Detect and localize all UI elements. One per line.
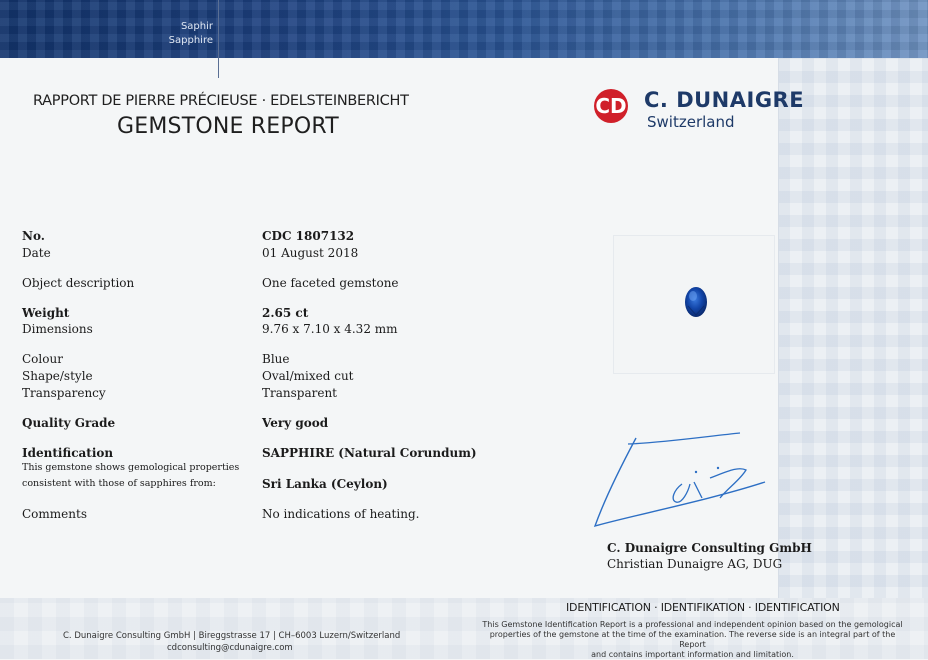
report-subtitle: RAPPORT DE PIERRE PRÉCIEUSE · EDELSTEINBERICHT [33,93,409,109]
top-banner [0,0,928,58]
object-label: Object description [22,276,135,290]
banner-line-2: Sapphire [168,35,213,46]
comments-label: Comments [22,507,87,521]
sapphire-gem-icon [614,236,774,373]
banner-line-1: Saphir [180,21,213,32]
weight-label: Weight [22,306,70,320]
date-label: Date [22,246,51,260]
dimensions-value: 9.76 x 7.10 x 4.32 mm [262,322,398,336]
banner-label [169,20,213,48]
origin-value: Sri Lanka (Ceylon) [262,477,388,491]
identification-heading: IDENTIFICATION · IDENTIFIKATION · IDENTIFICATION [566,601,840,614]
report-title: GEMSTONE REPORT [117,114,339,139]
shape-value: Oval/mixed cut [262,369,354,383]
svg-text:CD: CD [595,94,627,118]
number-value: CDC 1807132 [262,229,355,243]
company-name: C. Dunaigre Consulting GmbH [607,541,812,555]
date-value: 01 August 2018 [262,246,359,260]
identification-value: SAPPHIRE (Natural Corundum) [262,446,477,460]
colour-value: Blue [262,352,290,366]
transparency-label: Transparency [22,386,106,400]
footer-email: cdconsulting@cdunaigre.com [167,643,293,653]
right-pattern [778,58,928,659]
disclaimer-line-2: properties of the gemstone at the time of the examination. The reverse side is an integral part of the Report [489,630,896,649]
disclaimer [480,620,905,660]
footer-address: C. Dunaigre Consulting GmbH | Bireggstrasse 17 | CH–6003 Luzern/Switzerland [63,631,401,641]
logo-name: C. DUNAIGRE [644,88,805,112]
origin-note-line-2: consistent with those of sapphires from: [22,478,216,489]
disclaimer-line-1: This Gemstone Identification Report is a professional and independent opinion based on the gemological [482,620,903,629]
cd-logo-icon [593,88,631,124]
shape-label: Shape/style [22,369,93,383]
origin-note-line-1: This gemstone shows gemological properties [22,462,240,473]
banner-divider [218,0,219,78]
identification-label: Identification [22,446,114,460]
transparency-value: Transparent [262,386,338,400]
number-label: No. [22,229,45,243]
object-value: One faceted gemstone [262,276,399,290]
gemstone-photo [613,235,775,374]
quality-label: Quality Grade [22,416,116,430]
disclaimer-line-3: and contains important information and limitation. [591,650,794,659]
handwritten-signature [590,428,780,538]
comments-value: No indications of heating. [262,507,420,521]
logo-country: Switzerland [647,113,735,131]
signatory-name: Christian Dunaigre AG, DUG [607,557,783,571]
colour-label: Colour [22,352,63,366]
dimensions-label: Dimensions [22,322,93,336]
quality-value: Very good [262,416,329,430]
weight-value: 2.65 ct [262,306,309,320]
